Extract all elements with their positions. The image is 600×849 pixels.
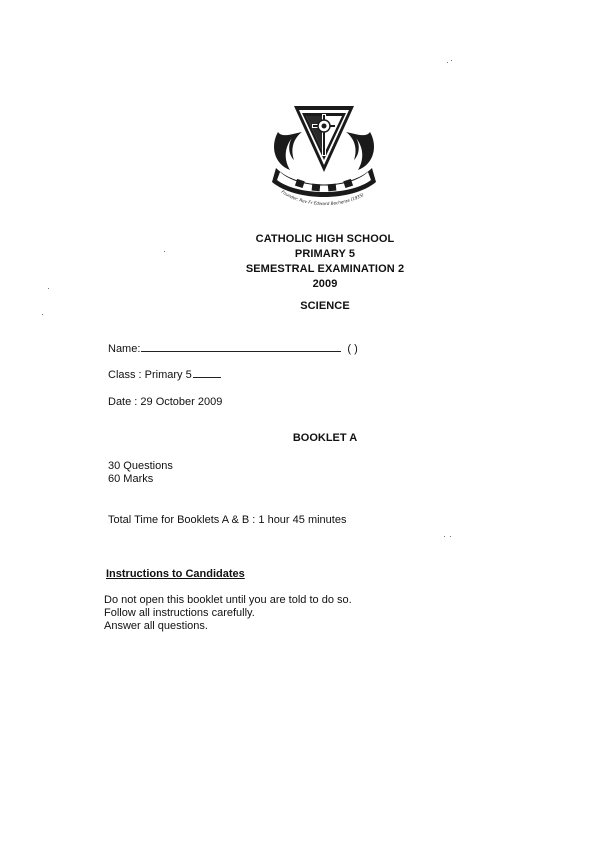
instructions-list [104,594,352,633]
school-name: CATHOLIC HIGH SCHOOL [255,233,395,245]
instruction-item: Follow all instructions carefully. [104,607,255,619]
name-blank-line [141,342,341,352]
class-field-row [108,368,221,382]
class-blank-line [193,368,221,378]
scan-speck [451,60,452,61]
school-header [230,232,420,292]
booklet-title: BOOKLET A [292,432,358,444]
scan-speck [450,536,451,537]
marks-count: 60 Marks [108,473,154,485]
instruction-item: Answer all questions. [104,620,208,632]
crest-founder-text: Founder: Rev Fr Edward Becheras (1935) [280,189,365,207]
school-level: PRIMARY 5 [294,248,356,260]
scan-speck [42,314,43,315]
school-crest-logo [268,98,380,210]
class-label: Class : Primary 5 [108,369,192,381]
scan-speck [444,536,445,537]
index-number-parenthesis: ( ) [347,343,358,355]
instructions-title: Instructions to Candidates [106,568,245,580]
instruction-item: Do not open this booklet until you are told to do so. [104,594,352,606]
question-info [108,460,173,486]
question-count: 30 Questions [108,460,173,472]
subject-title: SCIENCE [300,300,350,312]
name-field-row [108,342,358,356]
scan-speck [164,251,165,252]
exam-year: 2009 [312,278,338,290]
exam-title: SEMESTRAL EXAMINATION 2 [245,263,405,275]
date-label: Date : 29 October 2009 [108,396,223,408]
name-label: Name: [108,343,141,355]
scan-speck [447,62,448,63]
total-time: Total Time for Booklets A & B : 1 hour 45 minutes [108,514,347,526]
scan-speck [48,288,49,289]
